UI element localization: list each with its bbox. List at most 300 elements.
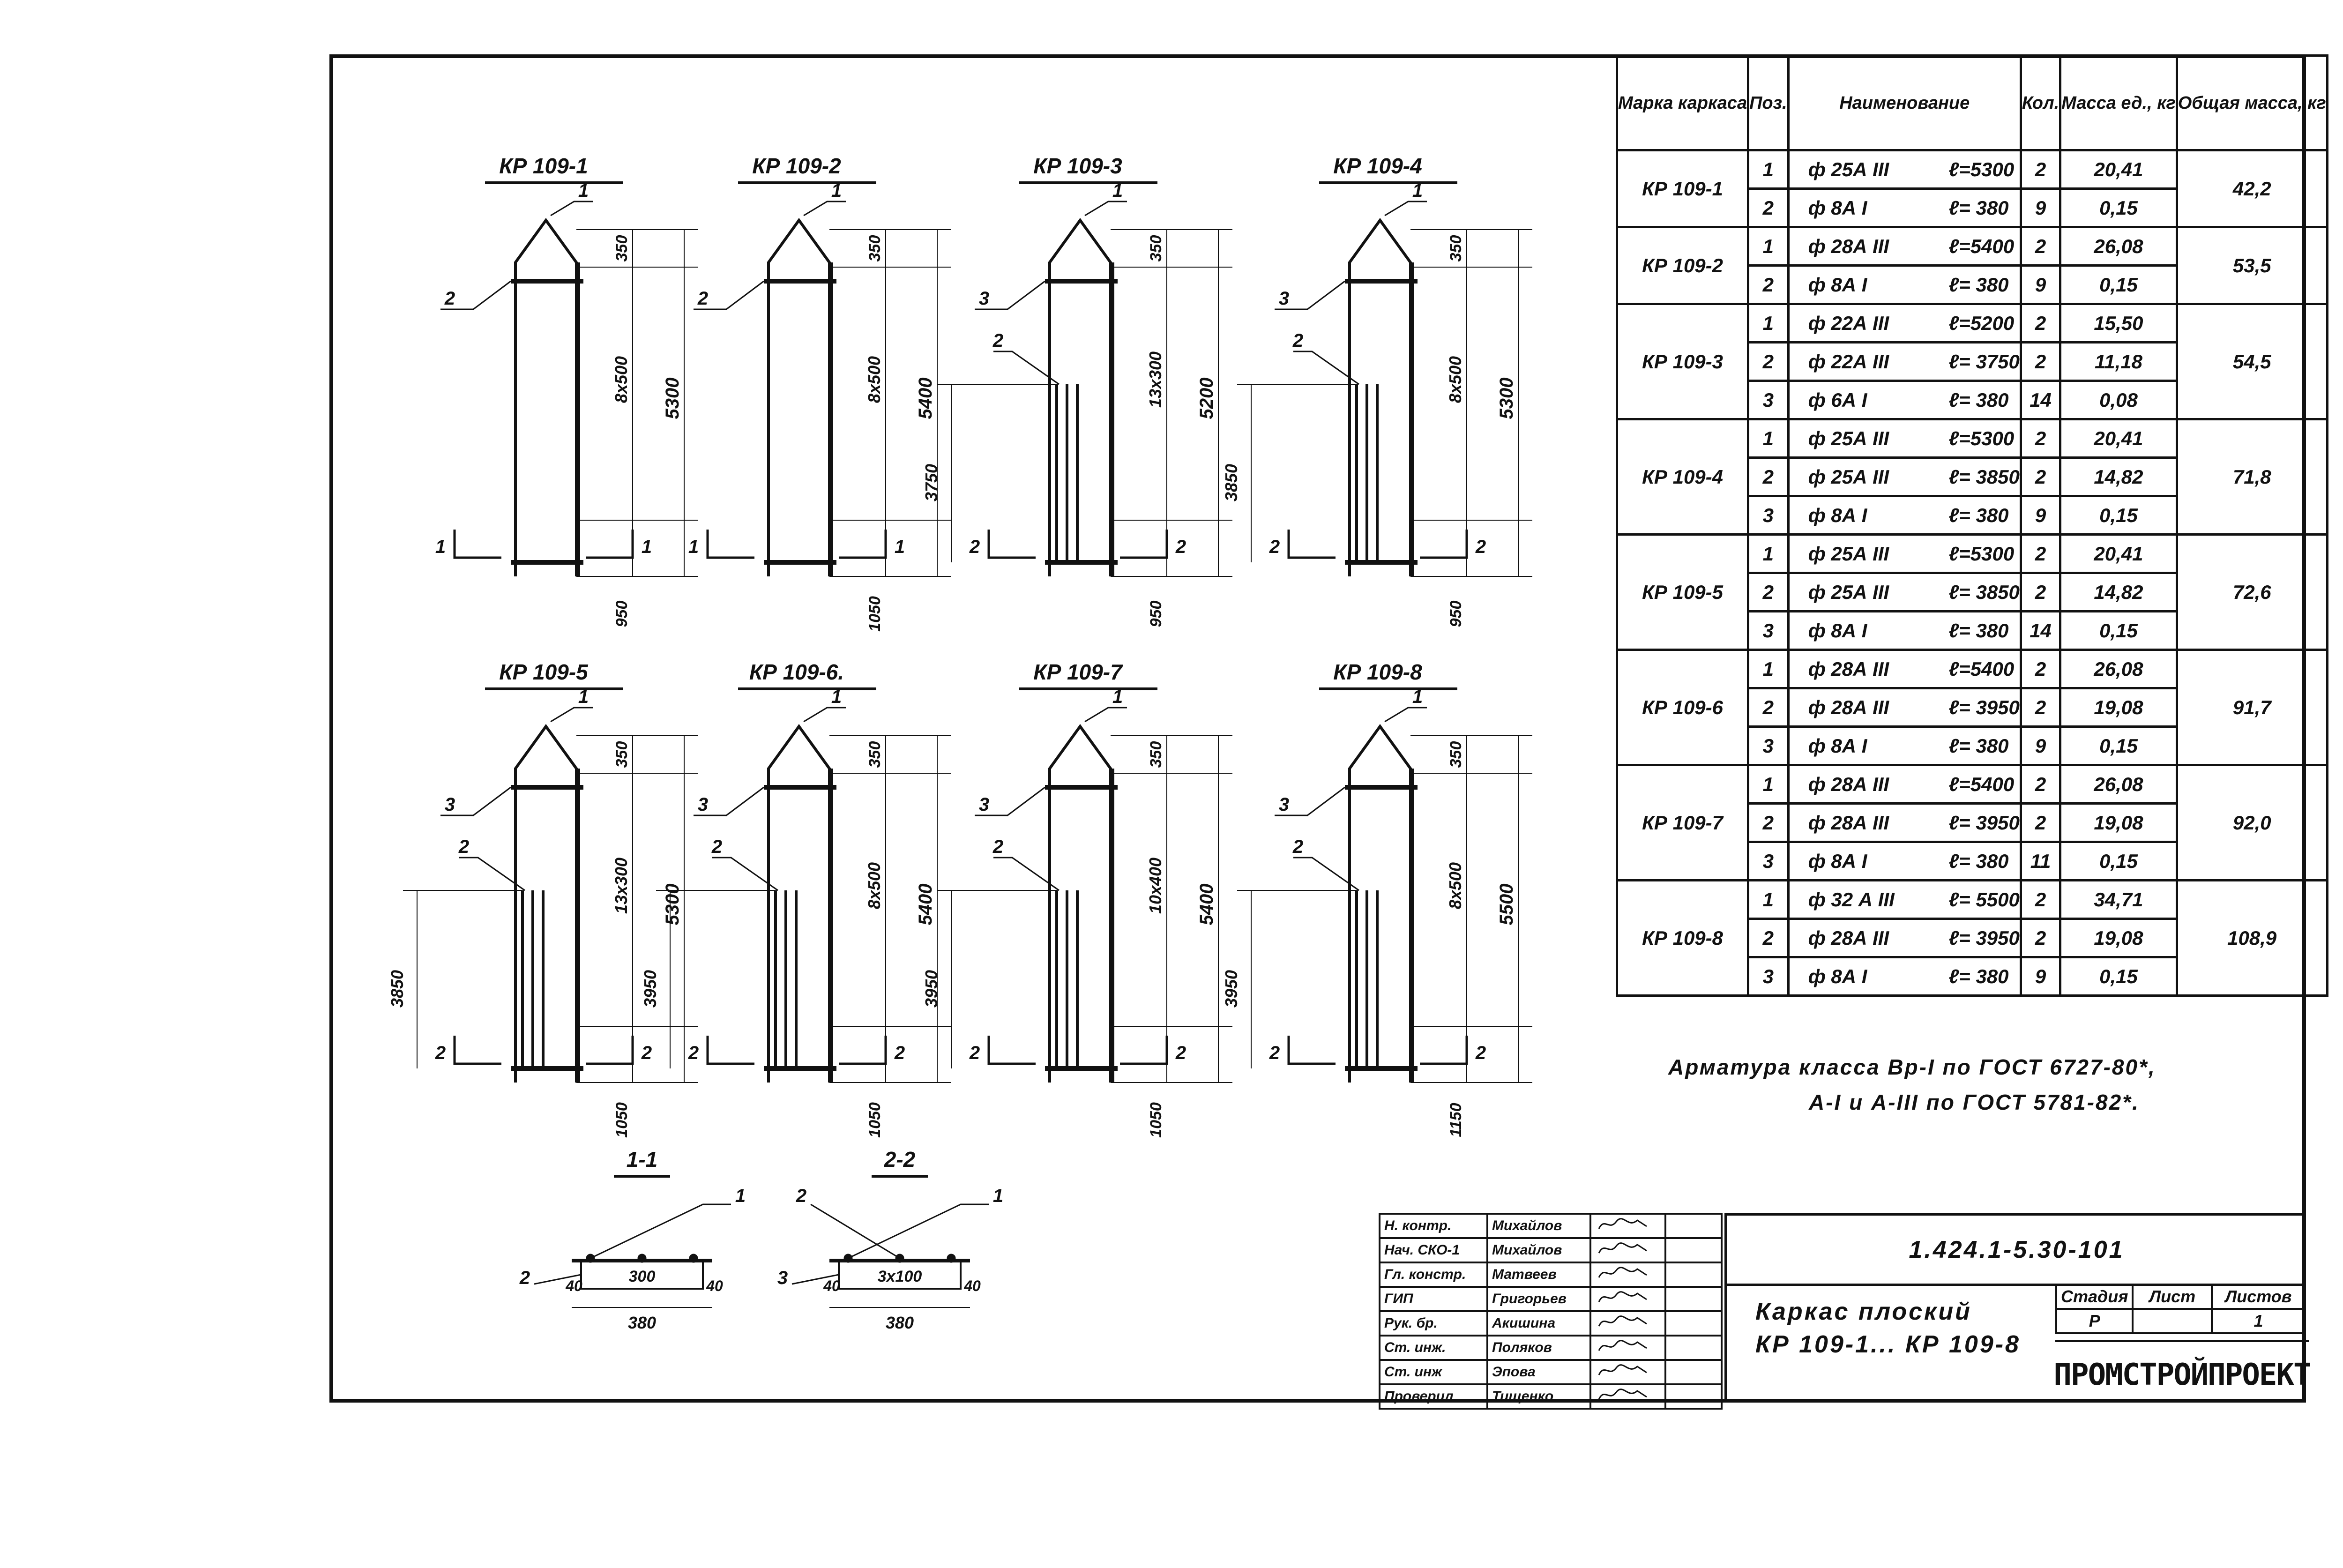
- bar-length: ℓ= 380: [1948, 850, 2009, 872]
- dim-label: 950: [1147, 600, 1165, 627]
- signature-cell: [1590, 1384, 1665, 1409]
- total-mass-cell: 91,7: [2177, 650, 2327, 765]
- unit-mass-cell: 19,08: [2060, 919, 2177, 957]
- signature-row: [1380, 1384, 1722, 1409]
- surname-cell: Поляков: [1487, 1336, 1590, 1360]
- bar-length: ℓ=5300: [1948, 542, 2015, 565]
- signature-cell: [1590, 1287, 1665, 1311]
- name-cell: [1788, 957, 2021, 996]
- sheets-header: Листов: [2212, 1284, 2305, 1309]
- section-label: 2: [688, 1043, 699, 1063]
- dim-label: 3850: [388, 970, 407, 1008]
- dim-label: 3950: [641, 970, 660, 1008]
- bar-length: ℓ= 3750: [1948, 350, 2020, 373]
- pos-cell: 1: [1748, 650, 1789, 688]
- dim-label: 350: [1147, 741, 1165, 768]
- bar-length: ℓ= 3850: [1948, 581, 2020, 603]
- main-bar-outline: [1350, 726, 1410, 1083]
- bar-diameter: ф 28А III: [1808, 696, 1889, 718]
- dim-label: 5300: [662, 883, 683, 926]
- spec-row: [1617, 150, 2328, 189]
- name-cell: [1788, 842, 2021, 881]
- callout-label: 1: [1412, 687, 1423, 707]
- dim-label: 3950: [1222, 970, 1241, 1008]
- name-cell: [1788, 535, 2021, 573]
- bar-length: ℓ=5400: [1948, 773, 2015, 795]
- signature-block: [1379, 1213, 1723, 1410]
- qty-cell: 2: [2021, 419, 2060, 458]
- callout-label: 2: [992, 330, 1004, 351]
- pos-cell: 2: [1748, 458, 1789, 496]
- section-mark: [708, 1036, 754, 1064]
- cage-2: [688, 154, 951, 632]
- stage-header: Стадия: [2056, 1284, 2133, 1309]
- unit-mass-cell: 20,41: [2060, 535, 2177, 573]
- callout-label: 2: [711, 836, 723, 857]
- pos-cell: 3: [1748, 727, 1789, 765]
- qty-cell: 9: [2021, 496, 2060, 535]
- sheet-header: Лист: [2133, 1284, 2212, 1309]
- spec-row: [1617, 535, 2328, 573]
- unit-mass-cell: 0,15: [2060, 266, 2177, 304]
- organization-logo: ПРОМСТРОЙПРОЕКТ: [2055, 1340, 2309, 1408]
- bar-diameter: ф 8А I: [1808, 619, 1867, 642]
- cage-title: КР 109-1: [499, 154, 588, 178]
- dim-label: 5200: [1196, 377, 1217, 419]
- role-cell: Н. контр.: [1380, 1214, 1487, 1238]
- col-pos-header: Поз.: [1748, 56, 1789, 150]
- handwritten-signature: [1595, 1385, 1651, 1404]
- main-bar-outline: [769, 726, 829, 1083]
- surname-cell: Григорьев: [1487, 1287, 1590, 1311]
- col-mass-header: Масса ед., кг: [2060, 56, 2177, 150]
- callout-label: 3: [777, 1268, 788, 1288]
- total-mass-cell: 53,5: [2177, 227, 2327, 304]
- qty-cell: 2: [2021, 227, 2060, 266]
- cage-mark-cell: КР 109-8: [1617, 881, 1748, 996]
- section-label: 2: [969, 1043, 980, 1063]
- callout-label: 2: [519, 1268, 530, 1288]
- col-name-header: Наименование: [1788, 56, 2021, 150]
- name-cell: [1788, 343, 2021, 381]
- section-label: 2: [1269, 1043, 1280, 1063]
- dim-label: 5500: [1496, 883, 1517, 926]
- dim-label: 13x300: [1146, 351, 1165, 408]
- signature-row: [1380, 1214, 1722, 1238]
- unit-mass-cell: 34,71: [2060, 881, 2177, 919]
- bar-diameter: ф 28А III: [1808, 811, 1889, 834]
- stage-value: Р: [2056, 1309, 2133, 1333]
- section-label: 1: [641, 537, 652, 557]
- callout-label: 3: [697, 794, 709, 815]
- pos-cell: 1: [1748, 304, 1789, 343]
- leader: [1385, 708, 1427, 722]
- section-label: 2: [1475, 1043, 1486, 1063]
- sheets-value: 1: [2212, 1309, 2305, 1333]
- unit-mass-cell: 19,08: [2060, 804, 2177, 842]
- date-cell: [1665, 1287, 1722, 1311]
- callout-label: 1: [831, 180, 842, 201]
- dim-label: 8x500: [612, 356, 631, 403]
- cage-mark-cell: КР 109-3: [1617, 304, 1748, 419]
- qty-cell: 2: [2021, 573, 2060, 612]
- handwritten-signature: [1595, 1263, 1651, 1282]
- callout-label: 2: [1292, 330, 1304, 351]
- qty-cell: 9: [2021, 189, 2060, 227]
- bar-dot: [638, 1254, 646, 1262]
- callout-label: 2: [458, 836, 470, 857]
- name-cell: [1788, 881, 2021, 919]
- name-cell: [1788, 496, 2021, 535]
- date-cell: [1665, 1311, 1722, 1336]
- dim-label: 8x500: [1446, 356, 1465, 403]
- pos-cell: 1: [1748, 765, 1789, 804]
- bar-length: ℓ= 3950: [1948, 811, 2020, 834]
- bar-diameter: ф 25А III: [1808, 581, 1889, 603]
- section-mark: [708, 530, 754, 558]
- qty-cell: 2: [2021, 804, 2060, 842]
- cage-mark-cell: КР 109-5: [1617, 535, 1748, 650]
- qty-cell: 11: [2021, 842, 2060, 881]
- name-cell: [1788, 458, 2021, 496]
- cage-title: КР 109-2: [752, 154, 841, 178]
- reinforcement-notes: [1668, 1050, 2156, 1120]
- surname-cell: Матвеев: [1487, 1262, 1590, 1287]
- date-cell: [1665, 1336, 1722, 1360]
- role-cell: ГИП: [1380, 1287, 1487, 1311]
- spec-row: [1617, 304, 2328, 343]
- spec-row: [1617, 227, 2328, 266]
- cage-mark-cell: КР 109-6: [1617, 650, 1748, 765]
- dim-label: 40: [706, 1277, 723, 1294]
- cage-title: КР 109-7: [1033, 660, 1122, 684]
- callout-label: 1: [1112, 687, 1123, 707]
- section-label: 2: [641, 1043, 652, 1063]
- section-label: 2: [969, 537, 980, 557]
- signature-row: [1380, 1311, 1722, 1336]
- section-1: [519, 1147, 746, 1332]
- dim-label: 350: [1447, 235, 1465, 262]
- note-line-1: Арматура класса Вр-I по ГОСТ 6727-80*,: [1668, 1055, 2156, 1079]
- name-cell: [1788, 189, 2021, 227]
- callout-label: 1: [1112, 180, 1123, 201]
- spec-body: [1617, 150, 2328, 996]
- pos-cell: 2: [1748, 688, 1789, 727]
- dim-label: 13x300: [612, 857, 631, 914]
- date-cell: [1665, 1262, 1722, 1287]
- section-label: 2: [1175, 1043, 1186, 1063]
- section-mark: [839, 1036, 886, 1064]
- callout-label: 2: [1292, 836, 1304, 857]
- dim-label: 1150: [1447, 1103, 1465, 1137]
- leader: [590, 1204, 731, 1258]
- qty-cell: 2: [2021, 765, 2060, 804]
- qty-cell: 2: [2021, 535, 2060, 573]
- bar-diameter: ф 28А III: [1808, 235, 1889, 257]
- surname-cell: Михайлов: [1487, 1238, 1590, 1262]
- role-cell: Гл. констр.: [1380, 1262, 1487, 1287]
- bar-length: ℓ= 380: [1948, 388, 2009, 411]
- spec-row: [1617, 765, 2328, 804]
- bar-length: ℓ=5400: [1948, 657, 2015, 680]
- bar-diameter: ф 22А III: [1808, 350, 1889, 373]
- qty-cell: 2: [2021, 458, 2060, 496]
- unit-mass-cell: 0,15: [2060, 612, 2177, 650]
- bar-diameter: ф 28А III: [1808, 773, 1889, 795]
- section-label: 1: [435, 537, 446, 557]
- dim-label: 5400: [915, 377, 936, 419]
- cage-title: КР 109-3: [1033, 154, 1122, 178]
- dim-label: 5400: [1196, 883, 1217, 926]
- callout-label: 3: [978, 288, 990, 309]
- unit-mass-cell: 14,82: [2060, 573, 2177, 612]
- callout-label: 2: [796, 1186, 807, 1206]
- section-label: 2: [1269, 537, 1280, 557]
- bar-length: ℓ= 5500: [1948, 888, 2020, 911]
- qty-cell: 9: [2021, 727, 2060, 765]
- handwritten-signature: [1595, 1312, 1651, 1331]
- main-bar-outline: [1350, 220, 1410, 576]
- total-mass-cell: 71,8: [2177, 419, 2327, 535]
- section-mark: [1120, 530, 1167, 558]
- unit-mass-cell: 15,50: [2060, 304, 2177, 343]
- unit-mass-cell: 0,08: [2060, 381, 2177, 419]
- cage-4: [1222, 154, 1532, 627]
- dim-label: 950: [1447, 600, 1465, 627]
- signature-row: [1380, 1262, 1722, 1287]
- callout-label: 1: [735, 1186, 746, 1206]
- cage-1: [435, 154, 698, 627]
- dim-label: 5400: [915, 883, 936, 926]
- bar-length: ℓ= 380: [1948, 504, 2009, 526]
- section-mark: [455, 530, 501, 558]
- dim-label: 380: [627, 1313, 657, 1332]
- cage-title: КР 109-4: [1333, 154, 1422, 178]
- unit-mass-cell: 0,15: [2060, 727, 2177, 765]
- bar-length: ℓ=5400: [1948, 235, 2015, 257]
- dim-label: 350: [866, 741, 884, 768]
- callout-label: 2: [444, 288, 455, 309]
- callout-label: 3: [1278, 288, 1290, 309]
- bar-diameter: ф 25А III: [1808, 542, 1889, 565]
- unit-mass-cell: 0,15: [2060, 957, 2177, 996]
- bar-diameter: ф 25А III: [1808, 427, 1889, 449]
- section-mark: [839, 530, 886, 558]
- callout-label: 3: [444, 794, 455, 815]
- document-code: 1.424.1-5.30-101: [1727, 1216, 2306, 1286]
- pos-cell: 1: [1748, 419, 1789, 458]
- signature-row: [1380, 1336, 1722, 1360]
- dim-label: 8x500: [865, 862, 884, 910]
- bar-diameter: ф 25А III: [1808, 465, 1889, 488]
- qty-cell: 14: [2021, 381, 2060, 419]
- role-cell: Проверил: [1380, 1384, 1487, 1409]
- pos-cell: 2: [1748, 804, 1789, 842]
- pos-cell: 3: [1748, 842, 1789, 881]
- title-block: [1724, 1213, 2311, 1403]
- bar-diameter: ф 6А I: [1808, 388, 1867, 411]
- leader: [551, 202, 593, 216]
- signature-cell: [1590, 1360, 1665, 1384]
- section-mark: [1120, 1036, 1167, 1064]
- name-cell: [1788, 650, 2021, 688]
- dim-label: 350: [1147, 235, 1165, 262]
- dim-label: 380: [885, 1313, 914, 1332]
- bar-diameter: ф 8А I: [1808, 504, 1867, 526]
- pos-cell: 1: [1748, 227, 1789, 266]
- pos-cell: 2: [1748, 919, 1789, 957]
- bar-length: ℓ= 3950: [1948, 696, 2020, 718]
- qty-cell: 9: [2021, 266, 2060, 304]
- dim-label: 40: [566, 1277, 582, 1294]
- callout-label: 3: [1278, 794, 1290, 815]
- cage-8: [1222, 660, 1532, 1137]
- role-cell: Рук. бр.: [1380, 1311, 1487, 1336]
- unit-mass-cell: 26,08: [2060, 650, 2177, 688]
- bar-length: ℓ=5300: [1948, 158, 2015, 180]
- handwritten-signature: [1595, 1288, 1651, 1307]
- bar-length: ℓ= 380: [1948, 619, 2009, 642]
- dim-label: 3x100: [877, 1268, 922, 1285]
- pos-cell: 2: [1748, 573, 1789, 612]
- date-cell: [1665, 1360, 1722, 1384]
- signature-cell: [1590, 1336, 1665, 1360]
- qty-cell: 2: [2021, 304, 2060, 343]
- name-cell: [1788, 804, 2021, 842]
- main-bar-outline: [1050, 220, 1111, 576]
- pos-cell: 1: [1748, 881, 1789, 919]
- unit-mass-cell: 19,08: [2060, 688, 2177, 727]
- bar-length: ℓ= 380: [1948, 734, 2009, 757]
- date-cell: [1665, 1214, 1722, 1238]
- bar-length: ℓ= 3850: [1948, 465, 2020, 488]
- section-mark: [1420, 1036, 1467, 1064]
- signature-cell: [1590, 1238, 1665, 1262]
- bar-diameter: ф 8А I: [1808, 850, 1867, 872]
- date-cell: [1665, 1238, 1722, 1262]
- signature-row: [1380, 1287, 1722, 1311]
- qty-cell: 2: [2021, 688, 2060, 727]
- callout-label: 1: [831, 687, 842, 707]
- name-cell: [1788, 765, 2021, 804]
- handwritten-signature: [1595, 1239, 1651, 1258]
- dim-label: 5300: [1496, 377, 1517, 419]
- name-cell: [1788, 304, 2021, 343]
- unit-mass-cell: 20,41: [2060, 150, 2177, 189]
- signature-cell: [1590, 1262, 1665, 1287]
- section-mark: [1289, 1036, 1336, 1064]
- section-title: 2-2: [884, 1147, 916, 1172]
- role-cell: Нач. СКО-1: [1380, 1238, 1487, 1262]
- bar-diameter: ф 8А I: [1808, 965, 1867, 987]
- bar-length: ℓ= 3950: [1948, 926, 2020, 949]
- section-mark: [1289, 530, 1336, 558]
- cage-title: КР 109-8: [1333, 660, 1422, 684]
- signature-cell: [1590, 1311, 1665, 1336]
- main-bar-outline: [769, 220, 829, 576]
- callout-label: 1: [1412, 180, 1423, 201]
- col-qty-header: Кол.: [2021, 56, 2060, 150]
- name-cell: [1788, 227, 2021, 266]
- bar-diameter: ф 28А III: [1808, 926, 1889, 949]
- dim-label: 1050: [1147, 1102, 1165, 1138]
- cage-mark-cell: КР 109-1: [1617, 150, 1748, 227]
- col-mark-header: Марка каркаса: [1617, 56, 1748, 150]
- total-mass-cell: 54,5: [2177, 304, 2327, 419]
- leader: [811, 1204, 900, 1258]
- callout-label: 1: [578, 687, 589, 707]
- bar-length: ℓ=5300: [1948, 427, 2015, 449]
- bar-length: ℓ= 380: [1948, 273, 2009, 296]
- name-cell: [1788, 419, 2021, 458]
- cage-mark-cell: КР 109-2: [1617, 227, 1748, 304]
- stage-table: [2055, 1284, 2306, 1334]
- unit-mass-cell: 14,82: [2060, 458, 2177, 496]
- signature-row: [1380, 1238, 1722, 1262]
- section-mark: [1420, 530, 1467, 558]
- cage-5: [388, 660, 698, 1138]
- callout-label: 1: [992, 1186, 1004, 1206]
- unit-mass-cell: 20,41: [2060, 419, 2177, 458]
- leader: [1085, 708, 1127, 722]
- col-total-header: Общая масса, кг: [2177, 56, 2327, 150]
- spec-header-row: [1617, 56, 2328, 150]
- name-cell: [1788, 612, 2021, 650]
- section-label: 2: [894, 1043, 905, 1063]
- callout-label: 2: [697, 288, 709, 309]
- callout-label: 3: [978, 794, 990, 815]
- qty-cell: 2: [2021, 150, 2060, 189]
- handwritten-signature: [1595, 1361, 1651, 1380]
- dim-label: 350: [613, 235, 631, 262]
- dim-label: 40: [823, 1277, 840, 1294]
- leader: [1385, 202, 1427, 216]
- role-cell: Ст. инж.: [1380, 1336, 1487, 1360]
- section-label: 2: [1175, 537, 1186, 557]
- section-mark: [586, 1036, 633, 1064]
- cage-7: [922, 660, 1232, 1138]
- total-mass-cell: 72,6: [2177, 535, 2327, 650]
- note-line-2: А-I и А-III по ГОСТ 5781-82*.: [1809, 1090, 2140, 1114]
- unit-mass-cell: 11,18: [2060, 343, 2177, 381]
- main-bar-outline: [1050, 726, 1111, 1083]
- document-title: [1755, 1295, 2021, 1361]
- unit-mass-cell: 0,15: [2060, 842, 2177, 881]
- section-title: 1-1: [626, 1147, 658, 1172]
- total-mass-cell: 92,0: [2177, 765, 2327, 881]
- unit-mass-cell: 26,08: [2060, 765, 2177, 804]
- total-mass-cell: 108,9: [2177, 881, 2327, 996]
- main-bar-outline: [515, 220, 576, 576]
- bar-diameter: ф 8А I: [1808, 196, 1867, 219]
- date-cell: [1665, 1384, 1722, 1409]
- surname-cell: Тищенко: [1487, 1384, 1590, 1409]
- dim-label: 8x500: [865, 356, 884, 403]
- bar-diameter: ф 22А III: [1808, 312, 1889, 334]
- name-cell: [1788, 381, 2021, 419]
- callout-label: 2: [992, 836, 1004, 857]
- pos-cell: 3: [1748, 381, 1789, 419]
- pos-cell: 1: [1748, 150, 1789, 189]
- bar-diameter: ф 8А I: [1808, 734, 1867, 757]
- callout-label: 1: [578, 180, 589, 201]
- section-label: 2: [1475, 537, 1486, 557]
- dim-label: 8x500: [1446, 862, 1465, 910]
- name-cell: [1788, 919, 2021, 957]
- bar-diameter: ф 8А I: [1808, 273, 1867, 296]
- unit-mass-cell: 26,08: [2060, 227, 2177, 266]
- dim-label: 40: [964, 1277, 981, 1294]
